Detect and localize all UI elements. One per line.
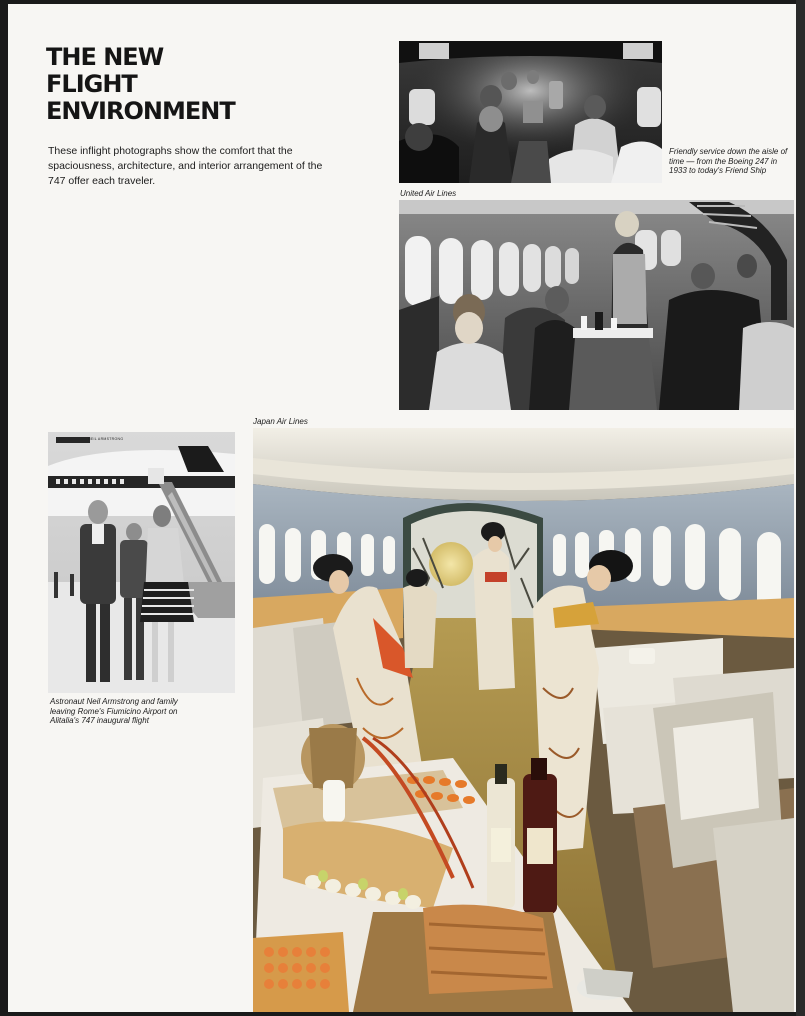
japan-air-lines-credit: Japan Air Lines xyxy=(253,417,308,426)
headline-line-2: FLIGHT xyxy=(46,70,137,98)
headline-line-3: ENVIRONMENT xyxy=(46,97,235,125)
page-binding-edge xyxy=(796,0,805,1016)
japan-air-lines-cabin-photo xyxy=(253,428,794,1012)
aircraft-name-lettering: NEIL ARMSTRONG xyxy=(88,437,124,441)
friendly-service-caption: Friendly service down the aisle of time — from the Boeing 247 in 1933 to today's Friend Ship xyxy=(669,147,788,175)
united-air-lines-credit: United Air Lines xyxy=(400,189,457,198)
headline-line-1: THE NEW xyxy=(46,43,164,71)
document-page xyxy=(8,4,796,1012)
armstrong-caption: Astronaut Neil Armstrong and family leaving Rome's Fiumicino Airport on Alitalia's 747 inaugural flight xyxy=(50,697,178,725)
armstrong-family-photo xyxy=(48,432,235,693)
united-747-cabin-photo xyxy=(399,200,794,410)
boeing-247-cabin-photo xyxy=(399,41,662,183)
page-headline xyxy=(46,44,235,125)
intro-paragraph: These inflight photographs show the comfort that the spaciousness, architecture, and interior arrangement of the 747 offer each traveler. xyxy=(48,145,323,187)
